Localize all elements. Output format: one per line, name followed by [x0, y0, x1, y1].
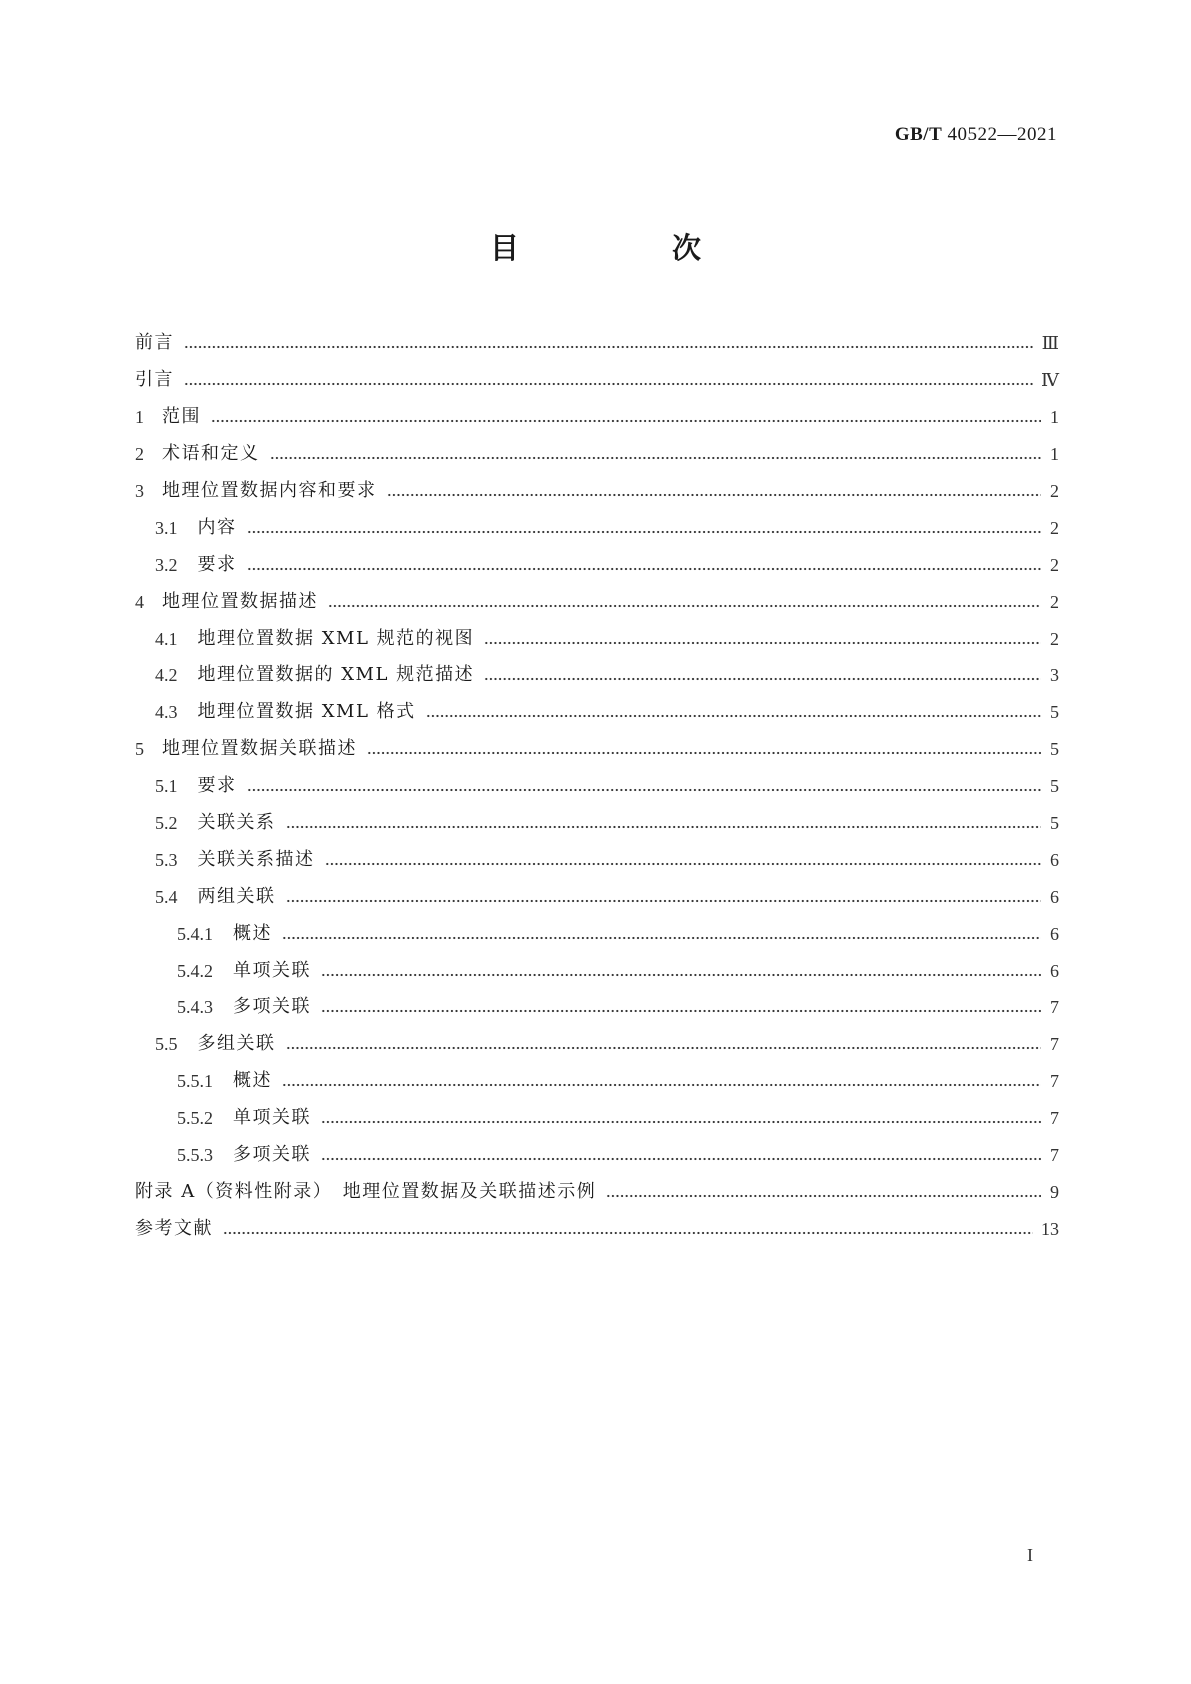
toc-entry-page: Ⅳ — [1041, 370, 1059, 391]
toc-entry-title: 范围 — [162, 406, 201, 428]
page-title: 目 次 — [489, 231, 763, 265]
toc-entry-4-3[interactable] — [135, 694, 1059, 731]
toc-entry-title: 参考文献 — [135, 1217, 213, 1239]
toc-entry-3[interactable] — [135, 473, 1059, 510]
dot-leader — [321, 998, 1041, 1016]
toc-entry-bibliography[interactable] — [135, 1210, 1059, 1247]
dot-leader — [282, 925, 1041, 943]
toc-entry-number: 3.1 — [155, 517, 178, 538]
toc-entry-page: 7 — [1050, 997, 1059, 1018]
toc-entry-title: 两组关联 — [197, 885, 276, 907]
toc-entry-title: 地理位置数据的 XML 规范描述 — [197, 664, 475, 686]
toc-entry-number: 4.3 — [155, 702, 178, 723]
dot-leader — [282, 1072, 1041, 1090]
toc-entry-number: 5.5.3 — [177, 1145, 213, 1166]
toc-entry-title: 地理位置数据关联描述 — [162, 738, 357, 760]
toc-entry-number: 5.5.1 — [177, 1071, 213, 1092]
page-number: I — [1027, 1545, 1033, 1565]
toc-entry-page: 5 — [1050, 739, 1059, 760]
toc-entry-5-4-1[interactable] — [135, 915, 1059, 952]
dot-leader — [184, 371, 1033, 389]
toc-entry-title: 地理位置数据 XML 规范的视图 — [197, 627, 475, 649]
toc-entry-page: 5 — [1050, 702, 1059, 723]
toc-entry-title: 多组关联 — [197, 1033, 276, 1055]
toc-entry-number: 5.4.1 — [177, 923, 213, 944]
toc-entry-page: 7 — [1050, 1034, 1059, 1055]
toc-entry-5-4-3[interactable] — [135, 989, 1059, 1026]
toc-entry-title: 关联关系 — [197, 812, 276, 834]
toc-entry-5[interactable] — [135, 731, 1059, 768]
toc-entry-page: 2 — [1050, 517, 1059, 538]
dot-leader — [328, 593, 1041, 611]
toc-entry-title: 多项关联 — [233, 1144, 311, 1166]
standard-code — [895, 124, 1057, 146]
dot-leader — [211, 408, 1041, 426]
dot-leader — [184, 334, 1034, 352]
toc-entry-appendix-a[interactable] — [135, 1173, 1059, 1210]
toc-entry-title: 要求 — [197, 775, 237, 797]
dot-leader — [223, 1220, 1033, 1238]
dot-leader — [247, 519, 1042, 537]
toc-entry-number: 5.4.3 — [177, 997, 213, 1018]
toc-entry-number: 5.3 — [155, 849, 178, 870]
toc-entry-4[interactable] — [135, 583, 1059, 620]
toc-entry-introduction[interactable] — [135, 362, 1059, 399]
dot-leader — [247, 777, 1042, 795]
toc-entry-number: 5.5.2 — [177, 1108, 213, 1129]
toc-entry-number: 3.2 — [155, 554, 178, 575]
toc-entry-title: 概述 — [233, 1070, 272, 1092]
toc-entry-5-5-2[interactable] — [135, 1100, 1059, 1137]
toc-entry-title: 术语和定义 — [162, 443, 260, 465]
toc-entry-number: 4.1 — [155, 628, 178, 649]
toc-entry-title: 单项关联 — [233, 959, 311, 981]
toc-entry-page: 9 — [1050, 1181, 1059, 1202]
toc-entry-title: 引言 — [135, 369, 174, 391]
toc-entry-title: 前言 — [135, 332, 174, 354]
toc-entry-2[interactable] — [135, 436, 1059, 473]
dot-leader — [426, 703, 1041, 721]
toc-entry-3-2[interactable] — [135, 546, 1059, 583]
dot-leader — [321, 1146, 1041, 1164]
toc-entry-page: 13 — [1041, 1218, 1059, 1239]
toc-entry-page: 5 — [1050, 813, 1059, 834]
toc-entry-number: 5.4.2 — [177, 960, 213, 981]
toc-entry-page: 2 — [1050, 628, 1059, 649]
toc-entry-5-1[interactable] — [135, 768, 1059, 805]
dot-leader — [606, 1183, 1041, 1201]
toc-entry-3-1[interactable] — [135, 509, 1059, 546]
toc-entry-number: 3 — [135, 481, 144, 501]
dot-leader — [286, 814, 1042, 832]
toc-entry-title: 内容 — [197, 516, 237, 538]
toc-entry-page: 7 — [1050, 1108, 1059, 1129]
toc-entry-page: 2 — [1050, 591, 1059, 612]
toc-entry-5-4-2[interactable] — [135, 952, 1059, 989]
toc-entry-number: 5 — [135, 739, 144, 760]
toc-entry-1[interactable] — [135, 399, 1059, 436]
toc-entry-page: Ⅲ — [1041, 333, 1059, 354]
dot-leader — [321, 962, 1041, 980]
toc-entry-page: 7 — [1050, 1071, 1059, 1092]
toc-entry-5-5-1[interactable] — [135, 1063, 1059, 1100]
toc-entry-page: 6 — [1050, 849, 1059, 870]
dot-leader — [286, 888, 1042, 906]
toc-entry-number: 5.5 — [155, 1034, 178, 1055]
standard-prefix: GB/T — [894, 124, 943, 145]
toc-entry-title: 关联关系描述 — [197, 848, 315, 870]
toc-entry-number: 5.2 — [155, 813, 178, 834]
dot-leader — [247, 556, 1042, 574]
toc-entry-title: 概述 — [233, 922, 272, 944]
toc-entry-page: 6 — [1050, 960, 1059, 981]
toc-entry-number: 2 — [135, 444, 144, 465]
toc-entry-5-5-3[interactable] — [135, 1137, 1059, 1174]
toc-entry-4-2[interactable] — [135, 657, 1059, 694]
toc-entry-page: 6 — [1050, 886, 1059, 907]
toc-entry-4-1[interactable] — [135, 620, 1059, 657]
dot-leader — [270, 445, 1042, 463]
toc-entry-page: 3 — [1050, 665, 1059, 686]
toc-entry-5-4[interactable] — [135, 878, 1059, 915]
toc-entry-title: 地理位置数据 XML 格式 — [197, 701, 416, 723]
dot-leader — [325, 851, 1042, 869]
toc-entry-number: 4 — [135, 591, 144, 612]
toc-entry-title: 多项关联 — [233, 996, 311, 1018]
toc-entry-number: 5.1 — [155, 776, 178, 797]
toc-entry-title: 附录 A（资料性附录） 地理位置数据及关联描述示例 — [135, 1180, 597, 1202]
toc-entry-number: 1 — [135, 407, 144, 428]
dot-leader — [484, 666, 1041, 684]
toc-entry-page: 5 — [1050, 776, 1059, 797]
toc-entry-5-5[interactable] — [135, 1026, 1059, 1063]
toc-entry-5-2[interactable] — [135, 805, 1059, 842]
dot-leader — [387, 482, 1042, 500]
table-of-contents — [135, 325, 1059, 1247]
toc-entry-page: 2 — [1050, 554, 1059, 575]
toc-entry-title: 地理位置数据描述 — [162, 590, 318, 612]
toc-entry-preface[interactable] — [135, 325, 1059, 362]
dot-leader — [321, 1109, 1041, 1127]
toc-entry-page: 1 — [1050, 407, 1059, 428]
dot-leader — [367, 740, 1041, 758]
toc-entry-page: 2 — [1050, 481, 1059, 501]
toc-entry-title: 要求 — [197, 553, 237, 575]
standard-number: 40522—2021 — [947, 124, 1057, 145]
dot-leader — [484, 630, 1041, 648]
toc-entry-number: 4.2 — [155, 665, 178, 686]
toc-entry-title: 单项关联 — [233, 1107, 311, 1129]
toc-entry-number: 5.4 — [155, 886, 178, 907]
toc-entry-page: 1 — [1050, 444, 1059, 465]
toc-entry-page: 7 — [1050, 1145, 1059, 1166]
toc-entry-5-3[interactable] — [135, 841, 1059, 878]
toc-entry-title: 地理位置数据内容和要求 — [162, 480, 377, 501]
dot-leader — [286, 1035, 1042, 1053]
toc-entry-page: 6 — [1050, 923, 1059, 944]
